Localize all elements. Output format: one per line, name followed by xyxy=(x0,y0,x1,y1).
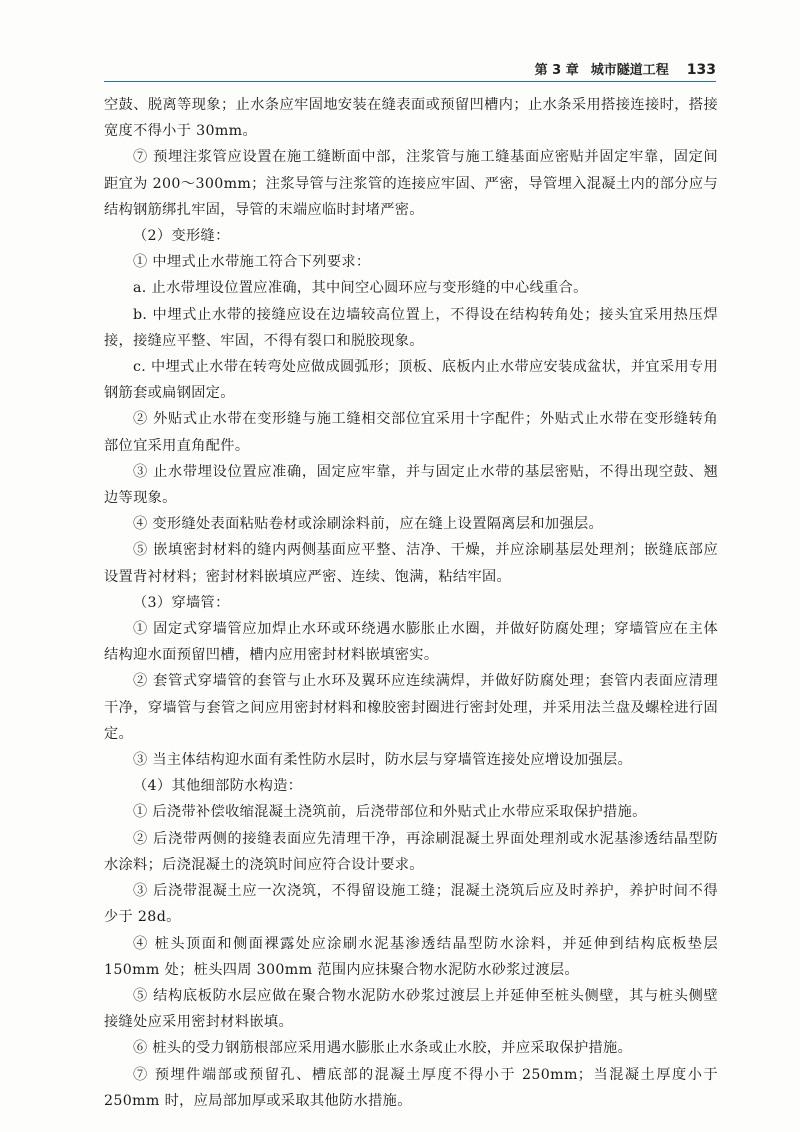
paragraph-flexible-layer: ③ 当主体结构迎水面有柔性防水层时，防水层与穿墙管连接处应增设加强层。 xyxy=(133,752,633,769)
item-c: c. 中埋式止水带在转弯处应做成圆弧形；顶板、底板内止水带应安装成盆状，并宜采用专用钢筋套或扁钢固定。 xyxy=(104,359,718,402)
item-b: b. 中埋式止水带的接缝应设在边墙较高位置上，不得设在结构转角处；接头宜采用热压焊接，接缝应平整、牢固，不得有裂口和脱胶现象。 xyxy=(104,306,718,349)
paragraph-pile-head-1: ④ 桩头顶面和侧面裸露处应涂刷水泥基渗透结晶型防水涂料，并延伸到结构底板垫层 150mm 处；桩头四周 300mm 范围内应抹聚合物水泥防水砂浆过渡层。 xyxy=(104,935,718,978)
chapter-title: 城市隧道工程 xyxy=(590,63,669,78)
paragraph-sealant: ⑤ 嵌填密封材料的缝内两侧基面应平整、洁净、干燥，并应涂刷基层处理剂；嵌缝底部应设置背衬材料；密封材料嵌填应严密、连续、饱满，粘结牢固。 xyxy=(104,542,718,585)
paragraph-embedded-waterstop: ① 中埋式止水带施工符合下列要求： xyxy=(133,254,371,271)
item-a: a. 止水带埋设位置应准确，其中间空心圆环应与变形缝的中心线重合。 xyxy=(133,280,588,297)
paragraph-external-waterstop: ② 外贴式止水带在变形缝与施工缝相交部位宜采用十字配件；外贴式止水带在变形缝转角部位宜采用直角配件。 xyxy=(104,411,718,454)
heading-other-details: （4）其他细部防水构造： xyxy=(133,778,303,795)
paragraph-post-pour-strip-1: ① 后浇带补偿收缩混凝土浇筑前，后浇带部位和外贴式止水带应采取保护措施。 xyxy=(133,804,647,821)
paragraph-post-pour-strip-2: ② 后浇带两侧的接缝表面应先清理干净，再涂刷混凝土界面处理剂或水泥基渗透结晶型防水涂料；后浇混凝土的浇筑时间应符合设计要求。 xyxy=(104,830,718,873)
paragraph-waterstop-position: ③ 止水带埋设位置应准确，固定应牢靠，并与固定止水带的基层密贴，不得出现空鼓、翘边等现象。 xyxy=(104,463,718,507)
heading-wall-pipe: （3）穿墙管： xyxy=(133,594,230,611)
page-number: 133 xyxy=(686,62,716,78)
chapter-label: 第 3 章 xyxy=(534,63,579,78)
paragraph-continued: 空鼓、脱离等现象；止水条应牢固地安装在缝表面或预留凹槽内；止水条采用搭接连接时，搭接宽度不得小于 30mm。 xyxy=(104,97,718,140)
paragraph-isolation-layer: ④ 变形缝处表面粘贴卷材或涂刷涂料前，应在缝上设置隔离层和加强层。 xyxy=(133,516,604,533)
paragraph-sleeve-wall-pipe: ② 套管式穿墙管的套管与止水环及翼环应连续满焊，并做好防腐处理；套管内表面应清理干净，穿墙管与套管之间应用密封材料和橡胶密封圈进行密封处理，并采用法兰盘及螺栓进行固定。 xyxy=(104,673,718,742)
body-text xyxy=(104,92,718,1114)
heading-deformation-joint: （2）变形缝： xyxy=(133,228,230,245)
paragraph-fixed-wall-pipe: ① 固定式穿墙管应加焊止水环或环绕遇水膨胀止水圈，并做好防腐处理；穿墙管应在主体结构迎水面预留凹槽，槽内应用密封材料嵌填密实。 xyxy=(104,621,718,664)
paragraph-post-pour-strip-3: ③ 后浇带混凝土应一次浇筑，不得留设施工缝；混凝土浇筑后应及时养护，养护时间不得少于 28d。 xyxy=(104,883,718,926)
paragraph-grouting-pipe: ⑦ 预埋注浆管应设置在施工缝断面中部，注浆管与施工缝基面应密贴并固定牢靠，固定间距宜为 200～300mm；注浆导管与注浆管的连接应牢固、严密，导管埋入混凝土内的部分应与结构钢筋绑扎牢固，导管的末端应临时封堵严密。 xyxy=(104,149,718,218)
paragraph-embedded-parts: ⑦ 预埋件端部或预留孔、槽底部的混凝土厚度不得小于 250mm；当混凝土厚度小于 250mm 时，应局部加厚或采取其他防水措施。 xyxy=(104,1066,718,1109)
running-header xyxy=(104,52,716,82)
paragraph-pile-head-2: ⑤ 结构底板防水层应做在聚合物水泥防水砂浆过渡层上并延伸至桩头侧壁，其与桩头侧壁接缝处应采用密封材料嵌填。 xyxy=(104,987,718,1031)
paragraph-pile-rebar: ⑥ 桩头的受力钢筋根部应采用遇水膨胀止水条或止水胶，并应采取保护措施。 xyxy=(133,1040,633,1057)
